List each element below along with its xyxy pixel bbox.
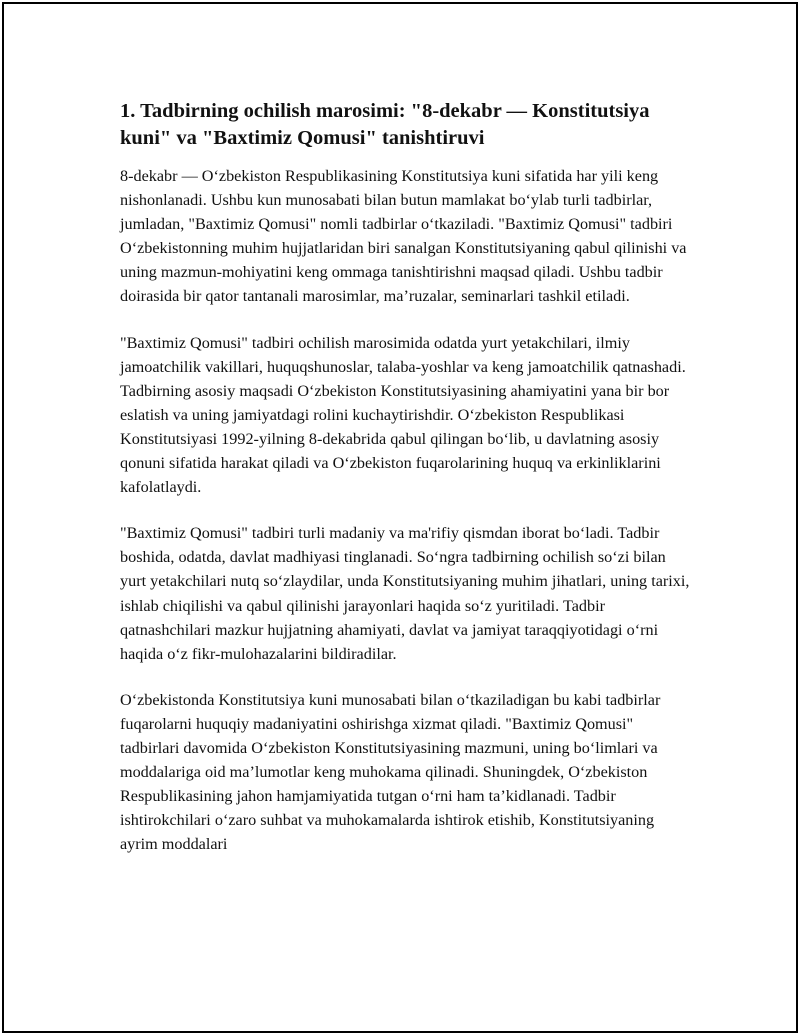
page-border bbox=[2, 2, 798, 1033]
paragraph-legal-culture: O‘zbekistonda Konstitutsiya kuni munosabati bilan o‘tkaziladigan bu kabi tadbirlar fuqarolarni huquqiy madaniyatini oshirishga xizmat qiladi. "Baxtimiz Qomusi" tadbirlari davomida O‘zbekiston Konstitutsiyasining mazmuni, uning bo‘limlari va moddalariga oid ma’lumotlar keng muhokama qilinadi. Shuningdek, O‘zbekiston Respublikasining jahon hamjamiyatida tutgan o‘rni ham ta’kidlanadi. Tadbir ishtirokchilari o‘zaro suhbat va muhokamalarda ishtirok etishib, Konstitutsiyaning ayrim moddalari bbox=[120, 690, 661, 854]
section-heading: 1. Tadbirning ochilish marosimi: "8-dekabr — Konstitutsiya kuni" va "Baxtimiz Qomusi" tanishtiruvi bbox=[120, 100, 650, 149]
document-body bbox=[120, 98, 690, 878]
paragraph-constitution-day: 8-dekabr — O‘zbekiston Respublikasining Konstitutsiya kuni sifatida har yili keng nishonlanadi. Ushbu kun munosabati bilan butun mamlakat bo‘ylab turli tadbirlar, jumladan, "Baxtimiz Qomusi" nomli tadbirlar o‘tkaziladi. "Baxtimiz Qomusi" tadbiri O‘zbekistonning muhim hujjatlaridan biri sanalgan Konstitutsiyaning qabul qilinishi va uning mazmun-mohiyatini keng ommaga tanishtirishni maqsad qiladi. Ushbu tadbir doirasida bir qator tantanali marosimlar, ma’ruzalar, seminarlari tashkil etiladi. bbox=[120, 167, 687, 306]
paragraph-cultural-program: "Baxtimiz Qomusi" tadbiri turli madaniy va ma'rifiy qismdan iborat bo‘ladi. Tadbir boshida, odatda, davlat madhiyasi tinglanadi. So‘ngra tadbirning ochilish so‘zi bilan yurt yetakchilari nutq so‘zlaydilar, unda Konstitutsiyaning muhim jihatlari, uning tarixi, ishlab chiqilishi va qabul qilinishi jarayonlari haqida so‘z yuritiladi. Tadbir qatnashchilari mazkur hujjatning ahamiyati, davlat va jamiyat taraqqiyotidagi o‘rni haqida o‘z fikr-mulohazalarini bildiradilar. bbox=[120, 524, 690, 663]
paragraph-opening-ceremony: "Baxtimiz Qomusi" tadbiri ochilish marosimida odatda yurt yetakchilari, ilmiy jamoatchilik vakillari, huquqshunoslar, talaba-yoshlar va keng jamoatchilik qatnashadi. Tadbirning asosiy maqsadi O‘zbekiston Konstitutsiyasining ahamiyatini yana bir bor eslatish va uning jamiyatdagi rolini kuchaytirishdir. O‘zbekiston Respublikasi Konstitutsiyasi 1992-yilning 8-dekabrida qabul qilingan bo‘lib, u davlatning asosiy qonuni sifatida harakat qiladi va O‘zbekiston fuqarolarining huquq va erkinliklarini kafolatlaydi. bbox=[120, 333, 686, 497]
